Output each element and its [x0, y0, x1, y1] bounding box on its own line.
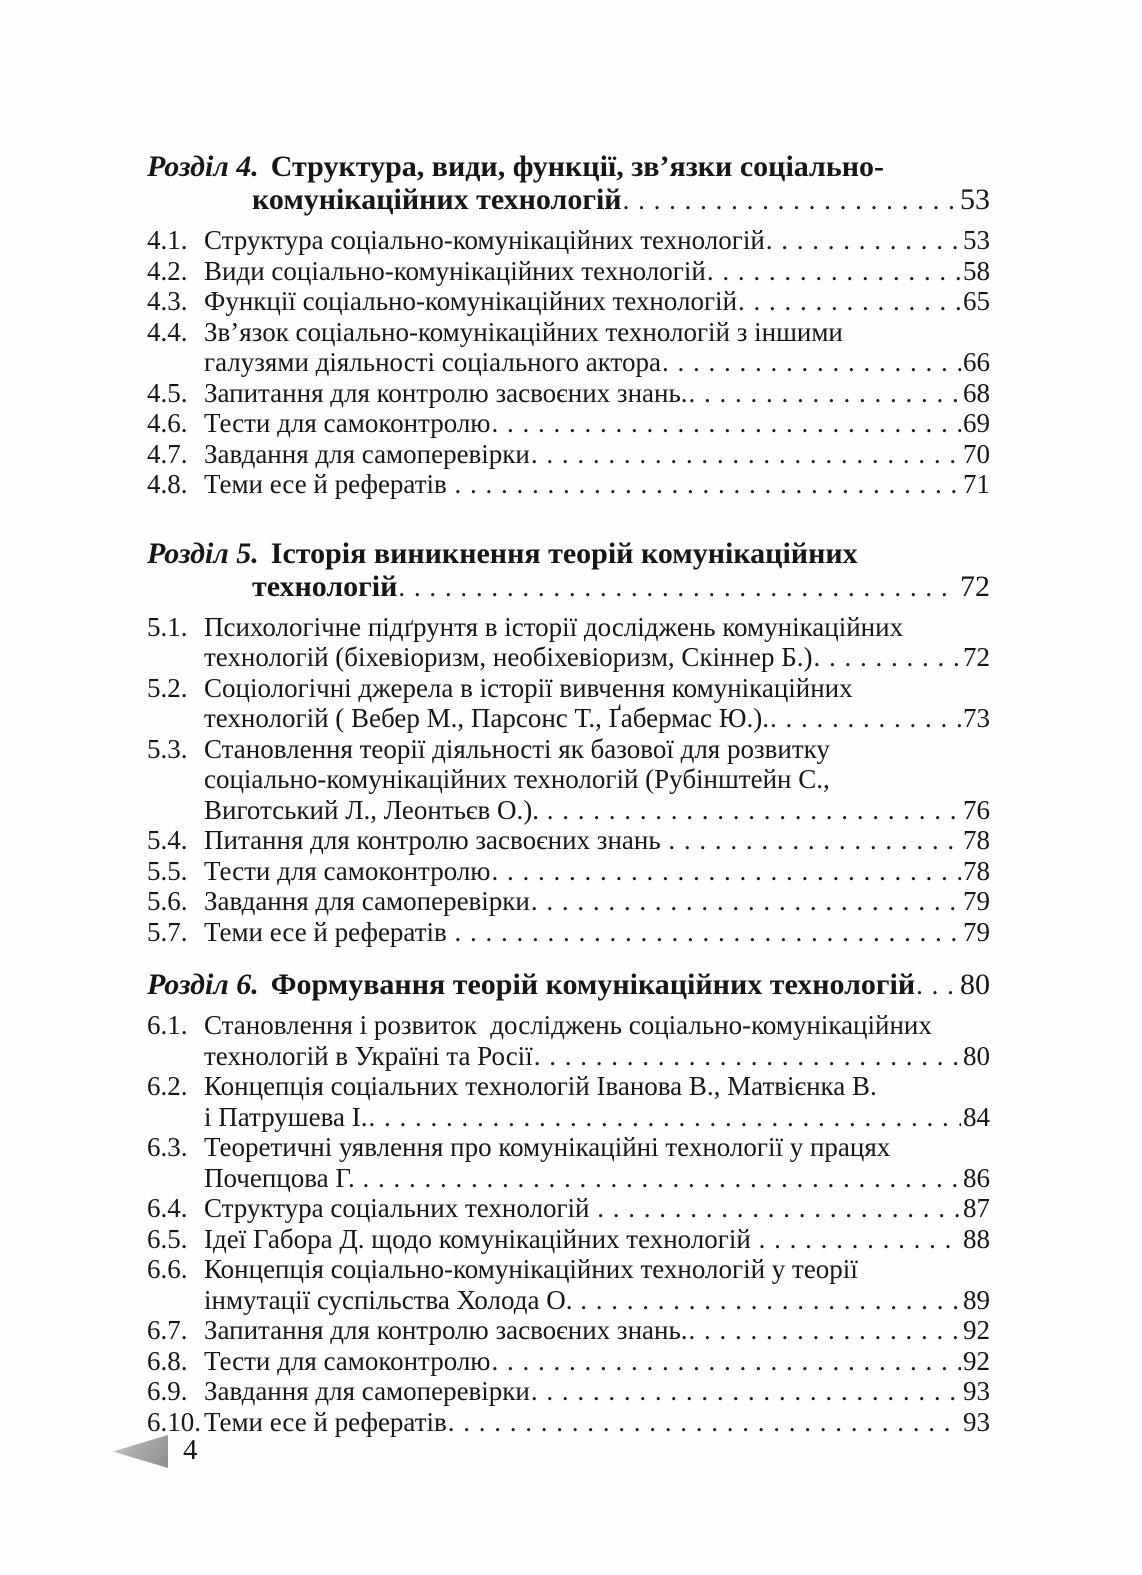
section-title-text: технологій	[252, 569, 398, 603]
toc-entry-line	[147, 378, 990, 409]
toc-entry-line	[147, 408, 990, 439]
toc-entry-line	[147, 1193, 990, 1224]
toc-entry	[147, 286, 990, 317]
page-ref: 93	[963, 1376, 990, 1406]
toc-entry	[147, 225, 990, 256]
dot-leader	[916, 969, 958, 1002]
folio-page-number: 4	[183, 1434, 198, 1466]
toc-entry-line	[147, 1071, 990, 1102]
entry-text: Структура соціальних технологій	[204, 1193, 597, 1223]
toc-entry-line	[147, 317, 990, 348]
entry-text: Види соціально-комунікаційних технологій	[204, 255, 706, 286]
entry-number: 6.4.	[147, 1193, 188, 1223]
toc-entry-line	[147, 469, 990, 500]
dot-leader	[689, 1315, 961, 1346]
page-ref: 78	[963, 855, 990, 886]
entry-text: Почепцова Г.	[204, 1162, 362, 1193]
section-heading-line	[147, 968, 990, 1002]
section-title-text: комунікаційних технологій	[252, 183, 622, 216]
dot-leader	[547, 795, 961, 826]
page-ref: 58	[963, 255, 990, 286]
entry-number: 5.1.	[147, 611, 188, 642]
toc-entry-line	[147, 734, 990, 765]
entry-text: Завдання для самоперевірки	[204, 886, 530, 916]
page-ref: 69	[963, 408, 990, 438]
page-ref: 80	[960, 968, 990, 1001]
toc-entry	[147, 1224, 990, 1255]
entry-number: 6.5.	[147, 1223, 188, 1254]
toc-entry-line	[147, 256, 990, 287]
dot-leader	[662, 347, 961, 378]
section-heading	[147, 537, 990, 604]
dot-leader	[448, 1407, 961, 1438]
toc-section	[147, 968, 990, 1437]
page-ref: 87	[963, 1193, 990, 1223]
entry-number: 4.7.	[147, 438, 188, 469]
dot-leader	[738, 286, 961, 317]
entry-text: технологій ( Вебер М., Парсонс Т., Ґабермас Ю.).	[204, 703, 770, 733]
entry-text: Зв’язок соціально-комунікаційних технологій з іншими	[204, 316, 843, 347]
entry-text: Теоретичні уявлення про комунікаційні технології у працях	[204, 1132, 891, 1162]
toc-entry-line	[147, 917, 990, 948]
toc-entry	[147, 317, 990, 378]
dot-leader	[689, 378, 961, 409]
dot-leader	[491, 856, 961, 887]
toc-entry	[147, 734, 990, 826]
section-items	[147, 1010, 990, 1437]
dot-leader	[491, 1346, 961, 1377]
page-ref: 89	[963, 1284, 990, 1315]
page-ref: 53	[960, 183, 990, 216]
page-ref: 65	[963, 286, 990, 316]
toc-entry-line	[147, 1376, 990, 1407]
page-ref: 84	[963, 1101, 990, 1132]
triangle-marker-icon	[113, 1435, 168, 1468]
page-ref: 80	[963, 1040, 990, 1071]
toc-entry-line	[147, 1132, 990, 1163]
toc-entry-line	[147, 856, 990, 887]
entry-number: 4.1.	[147, 225, 188, 255]
entry-text: Запитання для контролю засвоєних знань.	[204, 1315, 688, 1345]
toc-entry	[147, 256, 990, 287]
section-items	[147, 612, 990, 948]
entry-number: 4.5.	[147, 377, 188, 408]
toc-entry	[147, 1254, 990, 1315]
section-title-text: Структура, види, функції, зв’язки соціально-	[270, 150, 885, 183]
toc-entry-line	[147, 1010, 990, 1041]
entry-text: галузями діяльності соціального актора	[204, 347, 661, 377]
toc-entry-line	[147, 642, 990, 673]
dot-leader	[368, 1102, 961, 1133]
toc-entry-line	[147, 1102, 990, 1133]
entry-number: 6.6.	[147, 1254, 188, 1284]
dot-leader	[531, 886, 961, 917]
toc-entry	[147, 1193, 990, 1224]
entry-text: Тести для самоконтролю	[204, 1345, 491, 1376]
entry-number: 6.10.	[147, 1406, 201, 1437]
entry-number: 5.4.	[147, 825, 188, 855]
toc-entry	[147, 1071, 990, 1132]
entry-text: Виготський Л., Леонтьєв О.).	[204, 794, 546, 825]
entry-number: 5.5.	[147, 855, 188, 886]
toc-entry-line	[147, 347, 990, 378]
toc	[147, 150, 990, 1437]
section-heading-line	[147, 150, 990, 183]
dot-leader	[623, 184, 958, 217]
section-heading-line	[147, 537, 990, 570]
toc-entry	[147, 886, 990, 917]
page-ref: 72	[963, 642, 990, 672]
page-ref: 72	[960, 569, 990, 603]
page-ref: 78	[963, 825, 990, 855]
entry-text: Становлення теорії діяльності як базової для розвитку	[204, 733, 830, 764]
toc-entry-line	[147, 225, 990, 256]
toc-entry-line	[147, 795, 990, 826]
page-ref: 79	[963, 916, 990, 947]
entry-text: Завдання для самоперевірки	[204, 1376, 530, 1406]
chapter-label: Розділ 5.	[147, 536, 259, 570]
page-ref: 92	[963, 1315, 990, 1345]
page-ref: 92	[963, 1345, 990, 1376]
entry-number: 6.2.	[147, 1071, 188, 1101]
toc-entry	[147, 408, 990, 439]
section-title-text: Формування теорій комунікаційних технологій	[270, 968, 916, 1001]
dot-leader	[398, 571, 958, 604]
page-ref: 66	[963, 347, 990, 377]
entry-number: 6.8.	[147, 1345, 188, 1376]
entry-text: і Патрушева І.	[204, 1101, 368, 1132]
entry-text: технологій (біхевіоризм, необіхевіоризм, Скіннер Б.)	[204, 642, 813, 672]
toc-entry-line	[147, 439, 990, 470]
entry-text: Становлення і розвиток досліджень соціально-комунікаційних	[204, 1010, 932, 1040]
page-ref: 71	[963, 469, 990, 499]
dot-leader	[362, 1163, 961, 1194]
entry-text: Тести для самоконтролю	[204, 408, 491, 438]
page-ref: 93	[963, 1406, 990, 1437]
dot-leader	[531, 1376, 961, 1407]
toc-entry	[147, 1315, 990, 1346]
entry-text: Ідеї Габора Д. щодо комунікаційних технологій	[204, 1223, 758, 1254]
entry-number: 5.7.	[147, 916, 188, 947]
toc-entry	[147, 378, 990, 409]
toc-entry-line	[147, 286, 990, 317]
dot-leader	[759, 1224, 961, 1255]
toc-entry-line	[147, 703, 990, 734]
entry-number: 4.6.	[147, 408, 188, 438]
entry-number: 4.3.	[147, 286, 188, 316]
chapter-label: Розділ 6.	[147, 968, 259, 1001]
page-ref: 79	[963, 886, 990, 916]
chapter-label: Розділ 4.	[147, 150, 259, 183]
toc-entry-line	[147, 1315, 990, 1346]
entry-text: Теми есе й рефератів	[204, 1406, 447, 1437]
dot-leader	[770, 703, 961, 734]
page-ref: 70	[963, 438, 990, 469]
entry-number: 5.2.	[147, 672, 188, 703]
section-heading-line	[147, 570, 990, 604]
entry-text: Завдання для самоперевірки	[204, 438, 530, 469]
toc-entry-line	[147, 1285, 990, 1316]
dot-leader	[534, 1041, 961, 1072]
toc-entry	[147, 856, 990, 887]
entry-text: інмутації суспільства Холода О.	[204, 1284, 580, 1315]
toc-entry	[147, 469, 990, 500]
toc-section	[147, 537, 990, 948]
entry-number: 5.6.	[147, 886, 188, 916]
toc-entry-line	[147, 825, 990, 856]
dot-leader	[668, 825, 961, 856]
toc-section	[147, 150, 990, 500]
toc-entry	[147, 917, 990, 948]
toc-entry-line	[147, 1254, 990, 1285]
toc-entry-line	[147, 673, 990, 704]
entry-text: Запитання для контролю засвоєних знань.	[204, 377, 688, 408]
toc-entry	[147, 1132, 990, 1193]
dot-leader	[455, 469, 961, 500]
page-footer	[0, 1428, 300, 1472]
entry-text: Концепція соціальних технологій Іванова В., Матвієнка В.	[204, 1071, 877, 1101]
toc-entry-line	[147, 1041, 990, 1072]
entry-number: 4.4.	[147, 316, 188, 347]
dot-leader	[597, 1193, 961, 1224]
toc-entry-line	[147, 612, 990, 643]
entry-number: 4.8.	[147, 469, 188, 499]
section-title-text: Історія виникнення теорій комунікаційних	[270, 536, 858, 570]
entry-text: Соціологічні джерела в історії вивчення комунікаційних	[204, 672, 853, 703]
toc-entry	[147, 1346, 990, 1377]
dot-leader	[491, 408, 961, 439]
entry-text: Концепція соціально-комунікаційних технологій у теорії	[204, 1254, 858, 1284]
entry-number: 4.2.	[147, 255, 188, 286]
toc-entry	[147, 612, 990, 673]
toc-entry-line	[147, 1224, 990, 1255]
entry-number: 6.3.	[147, 1132, 188, 1162]
entry-text: Структура соціально-комунікаційних технологій	[204, 225, 765, 255]
toc-entry	[147, 439, 990, 470]
entry-text: Психологічне підґрунтя в історії досліджень комунікаційних	[204, 611, 904, 642]
dot-leader	[766, 225, 961, 256]
page-ref: 76	[963, 794, 990, 825]
section-heading-line	[147, 183, 990, 217]
dot-leader	[455, 917, 961, 948]
page-ref: 88	[963, 1223, 990, 1254]
toc-entry	[147, 825, 990, 856]
entry-text: Теми есе й рефератів	[204, 916, 454, 947]
page-ref: 53	[963, 225, 990, 255]
page-ref: 86	[963, 1162, 990, 1193]
section-items	[147, 225, 990, 500]
toc-entry-line	[147, 1163, 990, 1194]
entry-number: 5.3.	[147, 733, 188, 764]
entry-text: Функції соціально-комунікаційних технологій	[204, 286, 738, 316]
section-heading	[147, 150, 990, 217]
dot-leader	[707, 256, 961, 287]
section-heading	[147, 968, 990, 1002]
entry-number: 6.9.	[147, 1376, 188, 1406]
dot-leader	[813, 642, 961, 673]
toc-entry	[147, 1376, 990, 1407]
dot-leader	[531, 439, 961, 470]
page-ref: 73	[963, 703, 990, 733]
toc-entry-line	[147, 886, 990, 917]
entry-text: Тести для самоконтролю	[204, 855, 491, 886]
toc-entry	[147, 673, 990, 734]
entry-text: технологій в Україні та Росії	[204, 1040, 533, 1071]
entry-number: 6.7.	[147, 1315, 188, 1345]
toc-entry	[147, 1010, 990, 1071]
entry-text: Теми есе й рефератів	[204, 469, 454, 499]
dot-leader	[580, 1285, 961, 1316]
toc-entry-line	[147, 1346, 990, 1377]
entry-text: Питання для контролю засвоєних знань	[204, 825, 668, 855]
toc-entry-line	[147, 764, 990, 795]
entry-number: 6.1.	[147, 1010, 188, 1040]
page-ref: 68	[963, 377, 990, 408]
entry-text: соціально-комунікаційних технологій (Рубінштейн С.,	[204, 764, 830, 794]
